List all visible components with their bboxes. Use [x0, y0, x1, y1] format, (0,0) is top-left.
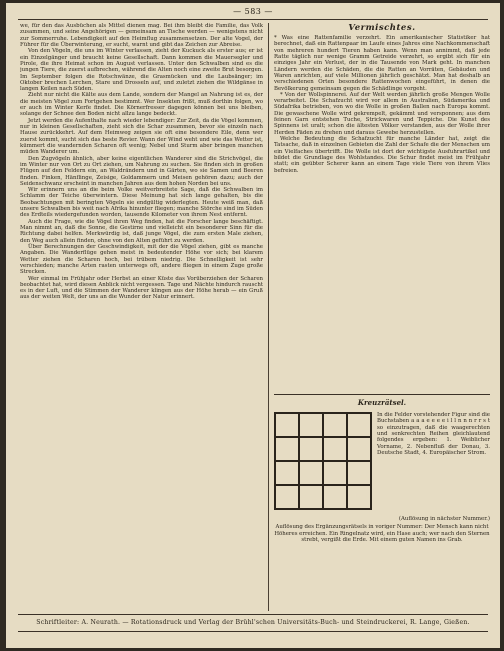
puzzle-instructions: In die Felder vorstehender Figur sind die Buchstaben a a a e e e e i l l n n n r r s t so einzutragen, daß die waagerechten und senkrechten Reihen gleichlautend folgendes ergeben: 1. Weiblicher Vorname, 2. Nebenfluß der Donau, 3. Deutsche Stadt, 4. Europäischer Strom. — [377, 412, 490, 456]
grid-cell[interactable] — [275, 485, 299, 509]
section-rule — [274, 394, 490, 395]
article-paragraph: Auch die Frage, wie die Vögel ihren Weg finden, hat die Forscher lange beschäftigt. Man nimmt an, daß die Sonne, die Gestirne und vielleicht ein besonderer Sinn für die Richtung dabei helfen. Merkwürdig ist, daß junge Vögel, die zum ersten Male ziehen, den Weg auch allein finden, ohne von den Alten geführt zu werden. — [20, 218, 263, 244]
puzzle-title: Kreuzrätsel. — [357, 398, 407, 407]
grid-cell[interactable] — [275, 437, 299, 461]
grid-cell[interactable] — [323, 413, 347, 437]
grid-cell[interactable] — [299, 413, 323, 437]
miscellany-paragraph: * Von der Wollspinnerei. Auf der Welt werden jährlich große Mengen Wolle verarbeitet. Die Schafzucht wird vor allem in Australien, Südamerika und Südafrika betrieben, von wo die Wolle in großen Ballen nach Europa kommt. Die gewaschene Wolle wird gekrempelt, gekämmt und versponnen; aus dem feinen Garn entstehen Tuche, Strickwaren und Teppiche. Die Kunst des Spinnens ist uralt; schon die ältesten Völker verstanden, aus der Wolle ihrer Herden Fäden zu drehen und daraus Gewebe herzustellen. — [274, 91, 490, 136]
grid-cell[interactable] — [299, 485, 323, 509]
grid-cell[interactable] — [347, 485, 371, 509]
header-rule — [18, 19, 488, 20]
footer-rule-top — [18, 614, 488, 615]
miscellany-paragraph: Welche Bedeutung die Schafzucht für manche Länder hat, zeigt die Tatsache, daß in einzelnen Gebieten die Zahl der Schafe die der Menschen um ein Vielfaches übertrifft. Die Wolle ist dort der wichtigste Ausfuhrartikel und bildet die Grundlage des Wohlstandes. Die Schur findet meist im Frühjahr statt; ein geübter Scherer kann an einem Tage viele Tiere von ihrem Vlies befreien. — [274, 136, 490, 174]
article-paragraph: Wir erinnern uns an die beim Volke weitverbreitete Sage, daß die Schwalben im Schlamm der Teiche überwintern. Diese Meinung hat sich lange gehalten, bis die Beobachtungen mit beringten Vögeln sie endgültig widerlegten. Heute weiß man, daß unsere Schwalben bis weit nach Afrika hinunter fliegen; manche Störche sind im Süden des Erdteils wiedergefunden worden, tausende Kilometer von ihrem Nest entfernt. — [20, 187, 263, 219]
grid-cell[interactable] — [347, 437, 371, 461]
grid-cell[interactable] — [323, 485, 347, 509]
grid-cell[interactable] — [275, 413, 299, 437]
grid-cell[interactable] — [323, 461, 347, 485]
article-paragraph: Den Zugvögeln ähnlich, aber keine eigentlichen Wanderer sind die Strichvögel, die im Winter nur von Ort zu Ort ziehen, um Nahrung zu suchen. Sie finden sich in großen Flügen auf den Feldern ein, an Waldrändern und in Gärten, wo sie Samen und Beeren finden. Finken, Hänflinge, Zeisige, Goldammern und Meisen gehören dazu; auch der Seidenschwanz erscheint in manchen Jahren aus dem hohen Norden bei uns. — [20, 155, 263, 187]
grid-cell[interactable] — [347, 461, 371, 485]
left-column-article — [20, 23, 263, 611]
article-paragraph: Von den Vögeln, die uns im Winter verlassen, zieht der Kuckuck als erster aus; er ist ein Einzelgänger und braucht keine Gesellschaft. Dann kommen die Mauersegler und Pirole, die ihre Heimat schon im August verlassen. Unter den Schwalben sind es die jungen Tiere, die zuerst aufbrechen, während die Alten noch eine zweite Brut besorgen. Im September folgen die Rotschwänze, die Grasmücken und die Laubsänger; im Oktober brechen Lerchen, Stare und Drosseln auf, und zuletzt ziehen die Wildgänse in langen Keilen nach Süden. — [20, 48, 263, 93]
grid-cell[interactable] — [275, 461, 299, 485]
grid-cell[interactable] — [299, 461, 323, 485]
puzzle-solution-note: (Auflösung in nächster Nummer.) — [398, 516, 490, 522]
page-number: — 583 — — [233, 7, 273, 16]
article-paragraph: Zieht nur nicht die Kälte aus dem Lande, sondern der Mangel an Nahrung ist es, der die meisten Vögel zum Fortgehen bestimmt. Wer Insekten frißt, muß dorthin folgen, wo er auch im Winter Kerfe findet. Die Körnerfresser dagegen können bei uns bleiben, solange der Schnee den Boden nicht allzu lange bedeckt. — [20, 92, 263, 118]
newspaper-page — [6, 3, 500, 648]
section-heading-vermischtes: Vermischtes. — [348, 23, 416, 33]
puzzle-footer-note — [274, 516, 490, 543]
footer-rule-bottom — [18, 631, 488, 632]
miscellany-paragraph: * Was eine Rattenfamilie verzehrt. Ein amerikanischer Statistiker hat berechnet, daß ein Rattenpaar im Laufe eines Jahres eine Nachkommenschaft von mehreren hundert Tieren haben kann. Wenn man annimmt, daß jede Ratte täglich nur wenige Gramm Getreide verzehrt, so ergibt sich für ein einziges Jahr ein Verlust, der in die Tausende von Mark geht. In manchen Ländern werden die Schäden, die die Ratten an Vorräten, Gebäuden und Waren anrichten, auf viele Millionen jährlich geschätzt. Man hat deshalb an verschiedenen Orten besondere Rattenwochen eingeführt, in denen die Bevölkerung gemeinsam gegen die Schädlinge vorgeht. — [274, 35, 490, 92]
imprint-footer: Schriftleiter: A. Neurath. — Rotationsdruck und Verlag der Brühl'schen Universitäts-Buch- und Steindruckerei, R. Lange, Gießen. — [36, 619, 470, 626]
article-paragraph: Jetzt werden die Aufenthalte nach wieder lebendiger: Zur Zeit, da die Vögel kommen, nur in kleinen Gesellschaften, zieht sich die Schar zusammen, bevor sie einzeln nach Hause zurückkehrt. Auf dem Heimweg zeigen sie oft eine besondere Eile, denn wer zuerst kommt, sucht sich das beste Revier. Wann der Wind weht und wie das Wetter ist, kümmert die wandernden Scharen oft wenig; Nebel und Sturm aber bringen manchen müden Wanderer um. — [20, 117, 263, 156]
right-column — [274, 23, 490, 611]
column-divider — [268, 23, 269, 611]
grid-cell[interactable] — [323, 437, 347, 461]
previous-solution: Auflösung des Ergänzungsrätsels in voriger Nummer: Der Mensch kann nicht Höheres erreichen. Ein Ringelnatz wird, ein Hase auch; wer nach den Sternen strebt, vergißt die Erde. Mit einem guten Namen ins Grab. — [274, 524, 490, 543]
grid-cell[interactable] — [299, 437, 323, 461]
grid-cell[interactable] — [347, 413, 371, 437]
article-paragraph: Über Berechnungen der Geschwindigkeit, mit der die Vögel ziehen, gibt es manche Angaben. Die Wanderflüge gehen meist in bedeutender Höhe vor sich; bei klarem Wetter ziehen die Scharen hoch, bei trübem niedrig. Die Schnelligkeit ist sehr verschieden; manche Arten rasten unterwegs oft, andere fliegen in einem Zuge große Strecken. — [20, 243, 263, 276]
crossword-puzzle — [274, 398, 490, 612]
puzzle-grid — [274, 412, 372, 510]
article-paragraph: Wer einmal im Frühjahr oder Herbst an einer Küste das Vorüberziehen der Scharen beobachtet hat, wird diesen Anblick nicht vergessen. Tage und Nächte hindurch rauscht es in der Luft, und die Stimmen der Wanderer klingen aus der Höhe herab — ein Gruß aus der weiten Welt, der uns an die Wunder der Natur erinnert. — [20, 275, 263, 301]
vermischtes-body — [274, 35, 490, 391]
article-paragraph: we, für den das Ausbüchen als Mittel dienen mag. Bei ihm bleibt die Familie, das Volk zusammen, und seine Angehörigen — gemeinsam an Tische werden — wenigstens nicht zur Sommerruhe. Lebendigkeit auf den Heimflug zusammensetzen. Der alte Vogel, der Führer für die Überwinterung, er sucht, warnt und gibt das Zeichen zur Abreise. — [20, 23, 263, 48]
